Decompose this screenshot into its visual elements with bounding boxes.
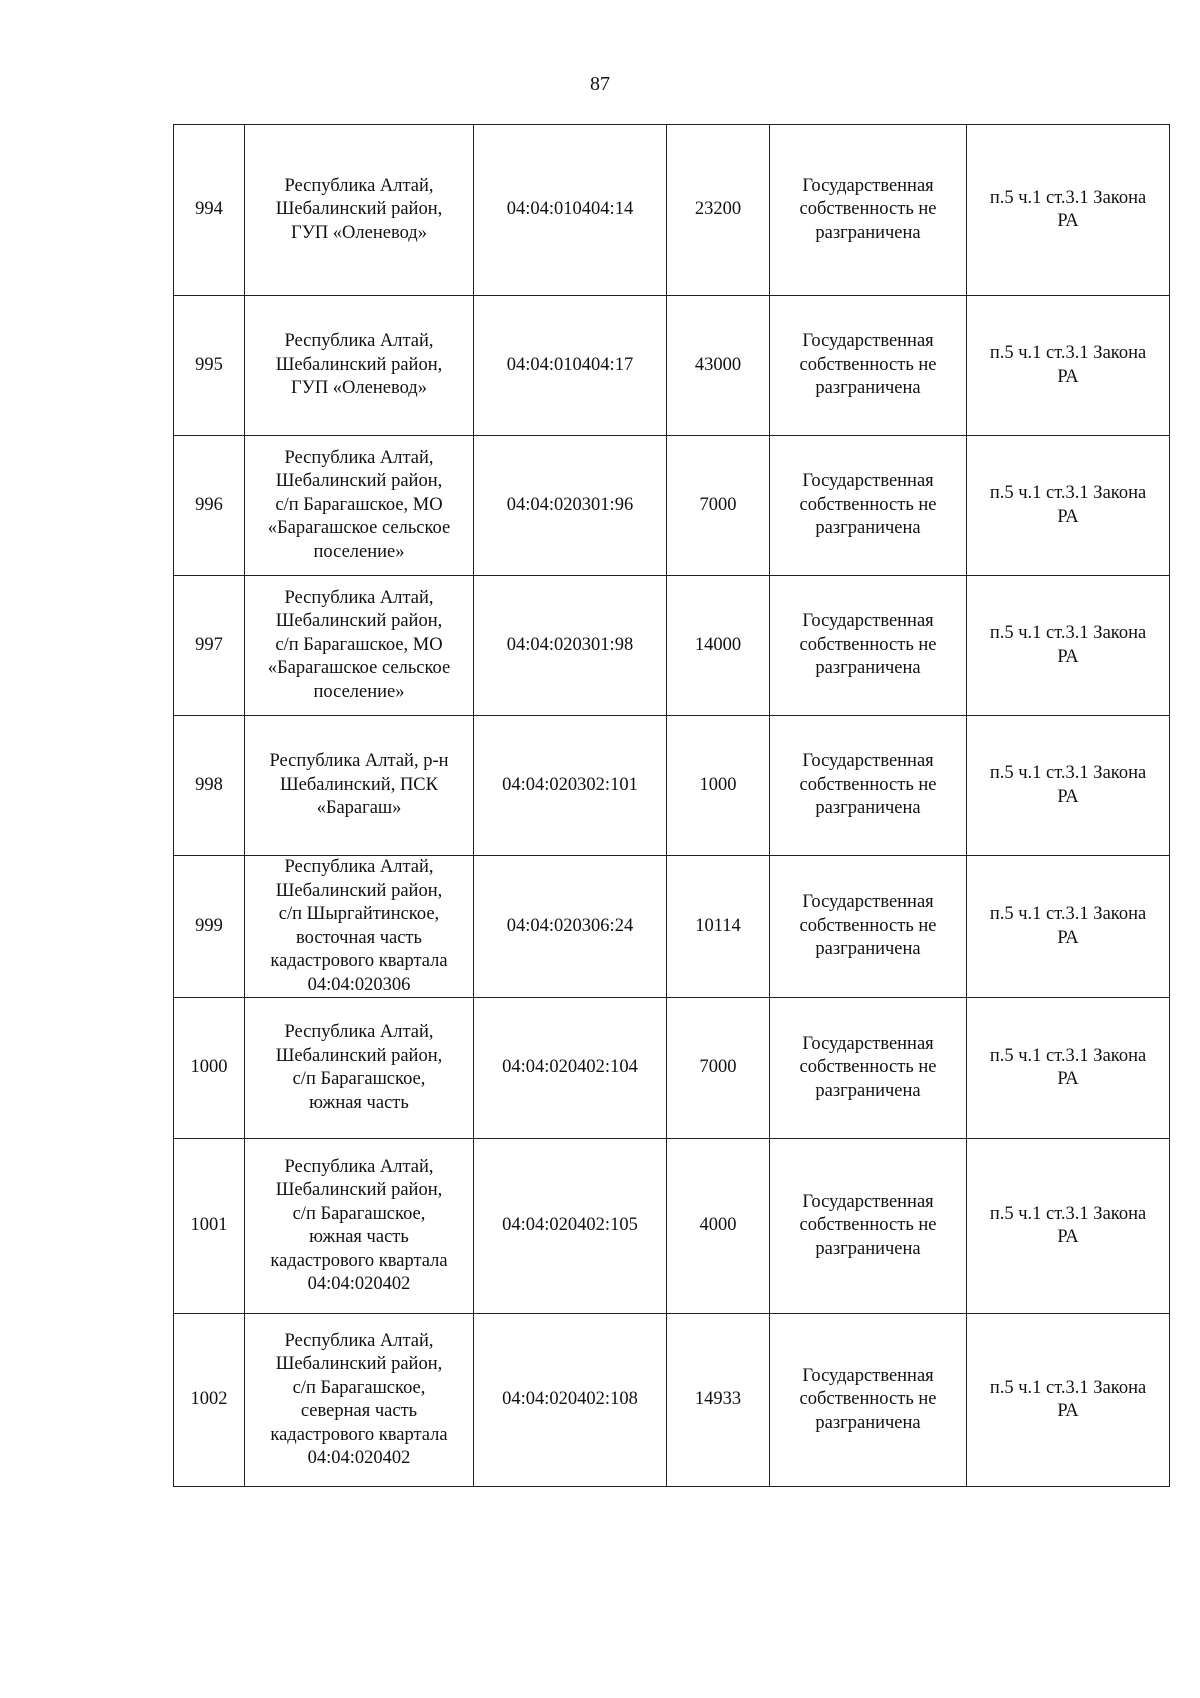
cadastral-number-cell: [474, 716, 667, 856]
ownership-cell: [770, 856, 967, 998]
ownership-cell: [770, 1139, 967, 1314]
ownership-cell: [770, 998, 967, 1139]
location-line: Шебалинский район,: [275, 1045, 443, 1066]
table-row: [174, 125, 1170, 296]
area-value: 10114: [695, 915, 741, 936]
row-number-value: 994: [195, 199, 223, 220]
ownership-line: собственность не: [799, 354, 937, 375]
legal-basis-line: п.5 ч.1 ст.3.1 Закона: [989, 187, 1147, 208]
location-line: с/п Барагашское, МО: [275, 634, 443, 655]
ownership-line: собственность не: [799, 915, 937, 936]
area-cell: [667, 296, 770, 436]
location-line: Республика Алтай,: [284, 447, 434, 468]
cadastral-number-cell: [474, 576, 667, 716]
ownership-line: собственность не: [799, 1215, 937, 1236]
location-cell: [245, 125, 474, 296]
ownership-line: Государственная: [802, 331, 934, 352]
legal-basis-line: п.5 ч.1 ст.3.1 Закона: [989, 904, 1147, 924]
row-number-value: 996: [195, 494, 223, 515]
area-cell: [667, 576, 770, 716]
cadastral-number-cell: [474, 1314, 667, 1487]
location-line: Республика Алтай,: [284, 331, 434, 352]
legal-basis-cell: [967, 436, 1170, 576]
ownership-line: Государственная: [802, 1033, 934, 1054]
cadastral-number-cell: [474, 1139, 667, 1314]
area-value: 14933: [694, 1389, 742, 1410]
ownership-line: разграничена: [815, 798, 921, 819]
cadastral-number-cell: [474, 998, 667, 1139]
legal-basis-line: п.5 ч.1 ст.3.1 Закона: [989, 343, 1147, 363]
ownership-line: собственность не: [799, 494, 937, 515]
location-line: кадастрового квартала: [270, 1424, 448, 1445]
location-line: с/п Шыргайтинское,: [278, 904, 440, 924]
area-value: 7000: [699, 494, 737, 515]
legal-basis-cell: [967, 125, 1170, 296]
ownership-line: Государственная: [802, 175, 934, 196]
legal-basis-line: п.5 ч.1 ст.3.1 Закона: [989, 623, 1147, 643]
location-line: «Барагашское сельское: [267, 658, 451, 679]
legal-basis-cell: [967, 856, 1170, 998]
ownership-line: Государственная: [802, 892, 934, 913]
location-line: 04:04:020402: [307, 1274, 411, 1294]
legal-basis-line: РА: [1057, 1401, 1079, 1421]
ownership-line: Государственная: [802, 1191, 934, 1212]
location-line: Республика Алтай,: [284, 1156, 434, 1177]
location-cell: [245, 296, 474, 436]
legal-basis-line: РА: [1057, 1069, 1079, 1089]
location-line: Шебалинский, ПСК: [280, 774, 438, 795]
ownership-cell: [770, 1314, 967, 1487]
cadastral-number-cell: [474, 125, 667, 296]
location-line: Республика Алтай,: [284, 175, 434, 196]
legal-basis-line: п.5 ч.1 ст.3.1 Закона: [989, 483, 1147, 503]
ownership-line: Государственная: [802, 611, 934, 632]
area-cell: [667, 1314, 770, 1487]
area-value: 7000: [699, 1057, 737, 1078]
table-body: [174, 125, 1170, 1487]
cadastral-number-value: 04:04:020402:105: [502, 1215, 638, 1236]
cadastral-number-cell: [474, 436, 667, 576]
location-line: 04:04:020402: [307, 1448, 411, 1468]
location-line: кадастрового квартала: [270, 951, 448, 971]
ownership-line: разграничена: [815, 378, 921, 399]
legal-basis-cell: [967, 1139, 1170, 1314]
area-cell: [667, 716, 770, 856]
ownership-line: разграничена: [815, 222, 921, 243]
table-row: [174, 576, 1170, 716]
cadastral-number-value: 04:04:020302:101: [502, 774, 638, 795]
row-number-value: 1002: [190, 1389, 228, 1410]
ownership-line: разграничена: [815, 1080, 921, 1101]
location-line: поселение»: [313, 541, 405, 562]
location-line: ГУП «Оленевод»: [291, 222, 427, 243]
ownership-line: собственность не: [799, 199, 937, 220]
location-cell: [245, 716, 474, 856]
location-line: Республика Алтай,: [284, 1022, 434, 1042]
row-number-value: 997: [195, 634, 223, 655]
row-number-value: 1001: [190, 1215, 228, 1236]
cadastral-number-value: 04:04:020301:98: [506, 634, 634, 655]
legal-basis-line: п.5 ч.1 ст.3.1 Закона: [989, 1377, 1147, 1398]
ownership-cell: [770, 716, 967, 856]
area-value: 23200: [694, 199, 742, 220]
cadastral-number-value: 04:04:020402:108: [502, 1389, 638, 1410]
legal-basis-line: РА: [1057, 1227, 1079, 1247]
table-row: [174, 998, 1170, 1139]
location-line: с/п Барагашское,: [292, 1377, 426, 1398]
location-line: Шебалинский район,: [275, 354, 443, 375]
location-line: северная часть: [300, 1401, 418, 1421]
page-number: 87: [590, 73, 610, 95]
location-line: Республика Алтай,: [284, 1330, 434, 1351]
area-cell: [667, 436, 770, 576]
legal-basis-cell: [967, 296, 1170, 436]
location-line: с/п Барагашское,: [292, 1203, 426, 1224]
row-number-cell: [174, 716, 245, 856]
location-line: с/п Барагашское, МО: [275, 494, 443, 515]
table-row: [174, 296, 1170, 436]
ownership-cell: [770, 576, 967, 716]
ownership-cell: [770, 436, 967, 576]
legal-basis-line: п.5 ч.1 ст.3.1 Закона: [989, 1045, 1147, 1066]
cadastral-number-value: 04:04:020402:104: [502, 1057, 638, 1078]
row-number-cell: [174, 576, 245, 716]
row-number-value: 1000: [190, 1057, 228, 1078]
location-line: 04:04:020306: [307, 974, 411, 995]
row-number-value: 995: [195, 354, 223, 375]
ownership-line: разграничена: [815, 658, 921, 679]
location-line: восточная часть: [296, 927, 422, 948]
cadastral-number-value: 04:04:010404:17: [506, 354, 634, 375]
legal-basis-cell: [967, 1314, 1170, 1487]
ownership-line: Государственная: [802, 1365, 934, 1386]
location-line: Республика Алтай,: [284, 857, 434, 877]
cadastral-number-cell: [474, 296, 667, 436]
location-line: «Барагашское сельское: [267, 518, 451, 539]
land-plots-table: [173, 124, 1170, 1487]
legal-basis-cell: [967, 998, 1170, 1139]
area-cell: [667, 1139, 770, 1314]
row-number-value: 999: [195, 915, 223, 936]
location-line: Шебалинский район,: [275, 1354, 443, 1374]
area-cell: [667, 125, 770, 296]
row-number-cell: [174, 1314, 245, 1487]
ownership-line: Государственная: [802, 751, 934, 772]
ownership-line: Государственная: [802, 471, 934, 492]
location-line: Шебалинский район,: [275, 1180, 443, 1200]
ownership-line: разграничена: [815, 518, 921, 539]
legal-basis-line: РА: [1057, 211, 1079, 231]
table-row: [174, 436, 1170, 576]
legal-basis-line: РА: [1057, 506, 1079, 527]
table-row: [174, 716, 1170, 856]
ownership-line: разграничена: [815, 1238, 921, 1259]
cadastral-number-value: 04:04:010404:14: [506, 199, 634, 220]
legal-basis-line: п.5 ч.1 ст.3.1 Закона: [989, 763, 1147, 783]
area-value: 1000: [699, 774, 737, 795]
legal-basis-cell: [967, 576, 1170, 716]
location-line: с/п Барагашское,: [292, 1069, 426, 1089]
location-cell: [245, 1314, 474, 1487]
table-row: [174, 856, 1170, 998]
location-cell: [245, 856, 474, 998]
cadastral-number-value: 04:04:020306:24: [506, 915, 634, 936]
legal-basis-line: РА: [1057, 646, 1079, 667]
area-value: 43000: [694, 354, 742, 375]
area-value: 14000: [694, 634, 742, 655]
row-number-cell: [174, 436, 245, 576]
row-number-cell: [174, 998, 245, 1139]
legal-basis-cell: [967, 716, 1170, 856]
location-cell: [245, 1139, 474, 1314]
location-line: южная часть: [309, 1092, 409, 1113]
area-value: 4000: [699, 1215, 737, 1236]
row-number-cell: [174, 1139, 245, 1314]
row-number-cell: [174, 856, 245, 998]
location-line: Шебалинский район,: [275, 199, 443, 220]
location-cell: [245, 998, 474, 1139]
ownership-line: собственность не: [799, 1389, 937, 1410]
row-number-cell: [174, 296, 245, 436]
legal-basis-line: РА: [1057, 366, 1079, 387]
location-line: поселение»: [313, 681, 405, 702]
location-line: «Барагаш»: [316, 798, 402, 819]
ownership-line: собственность не: [799, 774, 937, 795]
location-line: Шебалинский район,: [275, 611, 443, 632]
ownership-line: собственность не: [799, 634, 937, 655]
row-number-value: 998: [195, 774, 223, 795]
cadastral-number-cell: [474, 856, 667, 998]
location-line: Шебалинский район,: [275, 880, 443, 901]
legal-basis-line: РА: [1057, 927, 1079, 948]
legal-basis-line: п.5 ч.1 ст.3.1 Закона: [989, 1203, 1147, 1224]
location-line: ГУП «Оленевод»: [291, 378, 427, 399]
ownership-line: собственность не: [799, 1057, 937, 1078]
cadastral-number-value: 04:04:020301:96: [506, 494, 634, 515]
location-line: Республика Алтай, р-н: [269, 751, 449, 772]
area-cell: [667, 856, 770, 998]
location-cell: [245, 576, 474, 716]
table-row: [174, 1139, 1170, 1314]
area-cell: [667, 998, 770, 1139]
table-row: [174, 1314, 1170, 1487]
location-line: Республика Алтай,: [284, 587, 434, 608]
location-line: кадастрового квартала: [270, 1250, 448, 1271]
location-line: Шебалинский район,: [275, 471, 443, 492]
legal-basis-line: РА: [1057, 786, 1079, 807]
ownership-cell: [770, 125, 967, 296]
location-line: южная часть: [309, 1227, 409, 1247]
ownership-line: разграничена: [815, 939, 921, 960]
row-number-cell: [174, 125, 245, 296]
ownership-cell: [770, 296, 967, 436]
location-cell: [245, 436, 474, 576]
ownership-line: разграничена: [815, 1412, 921, 1433]
